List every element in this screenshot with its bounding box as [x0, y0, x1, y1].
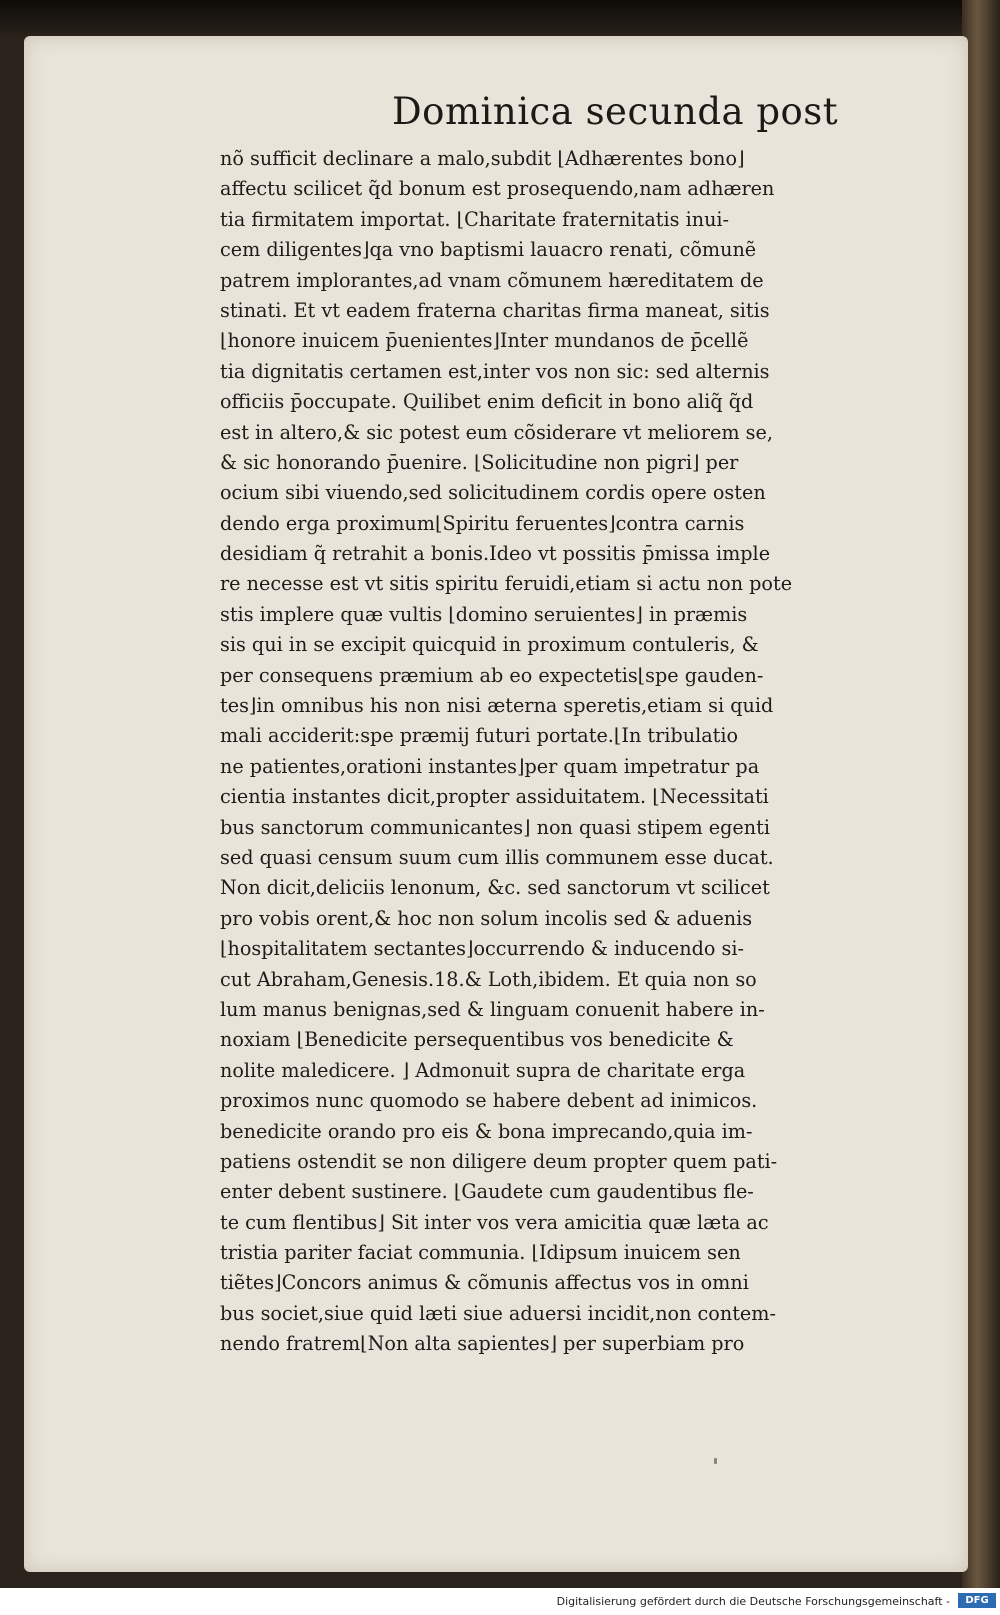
text-line: affectu scilicet q̃d bonum est prosequendo,nam adhæren — [220, 177, 775, 201]
text-line: patiens ostendit se non diligere deum propter quem pati- — [220, 1149, 778, 1173]
text-line: enter debent sustinere. ⌊Gaudete cum gaudentibus fle- — [220, 1180, 754, 1204]
text-line: tiẽtes⌋Concors animus & cõmunis affectus vos in omni — [220, 1271, 749, 1295]
text-line: proximos nunc quomodo se habere debent ad inimicos. — [220, 1089, 758, 1113]
text-line: est in altero,& sic potest eum cõsiderare vt meliorem se, — [220, 420, 773, 444]
text-line: lum manus benignas,sed & linguam conuenit habere in- — [220, 997, 765, 1021]
text-line: tes⌋in omnibus his non nisi æterna speretis,etiam si quid — [220, 694, 774, 718]
digitization-footer — [0, 1588, 1000, 1615]
text-line: patrem implorantes,ad vnam cõmunem hæreditatem de — [220, 268, 764, 292]
text-line: officiis p̄occupate. Quilibet enim deficit in bono aliq̃ q̃d — [220, 390, 754, 414]
text-line: tristia pariter faciat communia. ⌊Idipsum inuicem sen — [220, 1241, 741, 1265]
text-line: per consequens præmium ab eo expectetis⌊spe gauden- — [220, 663, 764, 687]
text-line: ⌊hospitalitatem sectantes⌋occurrendo & inducendo si- — [220, 937, 745, 961]
text-line: stinati. Et vt eadem fraterna charitas firma maneat, sitis — [220, 298, 770, 322]
text-line: tia dignitatis certamen est,inter vos non sic: sed alternis — [220, 359, 770, 383]
text-line: stis implere quæ vultis ⌊domino seruientes⌋ in præmis — [220, 602, 748, 626]
text-line: sed quasi censum suum cum illis communem esse ducat. — [220, 845, 774, 869]
text-line: bus societ,siue quid læti siue aduersi incidit,non contem- — [220, 1301, 776, 1325]
text-line: pro vobis orent,& hoc non solum incolis sed & aduenis — [220, 906, 753, 930]
text-line: nendo fratrem⌊Non alta sapientes⌋ per superbiam pro — [220, 1332, 745, 1356]
paper-speck — [714, 1458, 717, 1464]
text-line: Non dicit,deliciis lenonum, &c. sed sanctorum vt scilicet — [220, 876, 770, 900]
text-line: & sic honorando p̄uenire. ⌊Solicitudine non pigri⌋ per — [220, 450, 739, 474]
text-line: cut Abraham,Genesis.18.& Loth,ibidem. Et quia non so — [220, 967, 757, 991]
running-head: Dominica secunda post — [392, 90, 839, 133]
funding-credit: Digitalisierung gefördert durch die Deutsche Forschungsgemeinschaft - — [556, 1595, 950, 1608]
body-text — [220, 144, 910, 1360]
text-line: te cum flentibus⌋ Sit inter vos vera amicitia quæ læta ac — [220, 1210, 769, 1234]
text-line: sis qui in se excipit quicquid in proximum contuleris, & — [220, 633, 759, 657]
text-line: re necesse est vt sitis spiritu feruidi,etiam si actu non pote — [220, 572, 793, 596]
text-line: desidiam q̃ retrahit a bonis.Ideo vt possitis p̄missa imple — [220, 542, 771, 566]
text-line: tia firmitatem importat. ⌊Charitate fraternitatis inui- — [220, 207, 730, 231]
text-line: noxiam ⌊Benedicite persequentibus vos benedicite & — [220, 1028, 734, 1052]
text-line: ne patientes,orationi instantes⌋per quam impetratur pa — [220, 754, 760, 778]
text-line: ⌊honore inuicem p̄uenientes⌋Inter mundanos de p̄cellẽ — [220, 329, 749, 353]
dfg-logo: DFG — [958, 1593, 996, 1608]
text-line: nõ sufficit declinare a malo,subdit ⌊Adhærentes bono⌋ — [220, 147, 745, 170]
text-line: bus sanctorum communicantes⌋ non quasi stipem egenti — [220, 815, 770, 839]
text-line: benedicite orando pro eis & bona imprecando,quia im- — [220, 1119, 753, 1143]
text-line: mali acciderit:spe præmij futuri portate.⌊In tribulatio — [220, 724, 739, 748]
text-line: cientia instantes dicit,propter assiduitatem. ⌊Necessitati — [220, 785, 769, 809]
text-line: ocium sibi viuendo,sed solicitudinem cordis opere osten — [220, 481, 766, 505]
text-line: cem diligentes⌋qa vno baptismi lauacro renati, cõmunẽ — [220, 238, 757, 262]
text-line: dendo erga proximum⌊Spiritu feruentes⌋contra carnis — [220, 511, 745, 535]
binding-shadow — [0, 0, 1000, 40]
printed-page — [24, 36, 968, 1572]
text-line: nolite maledicere. ⌋ Admonuit supra de charitate erga — [220, 1058, 746, 1082]
